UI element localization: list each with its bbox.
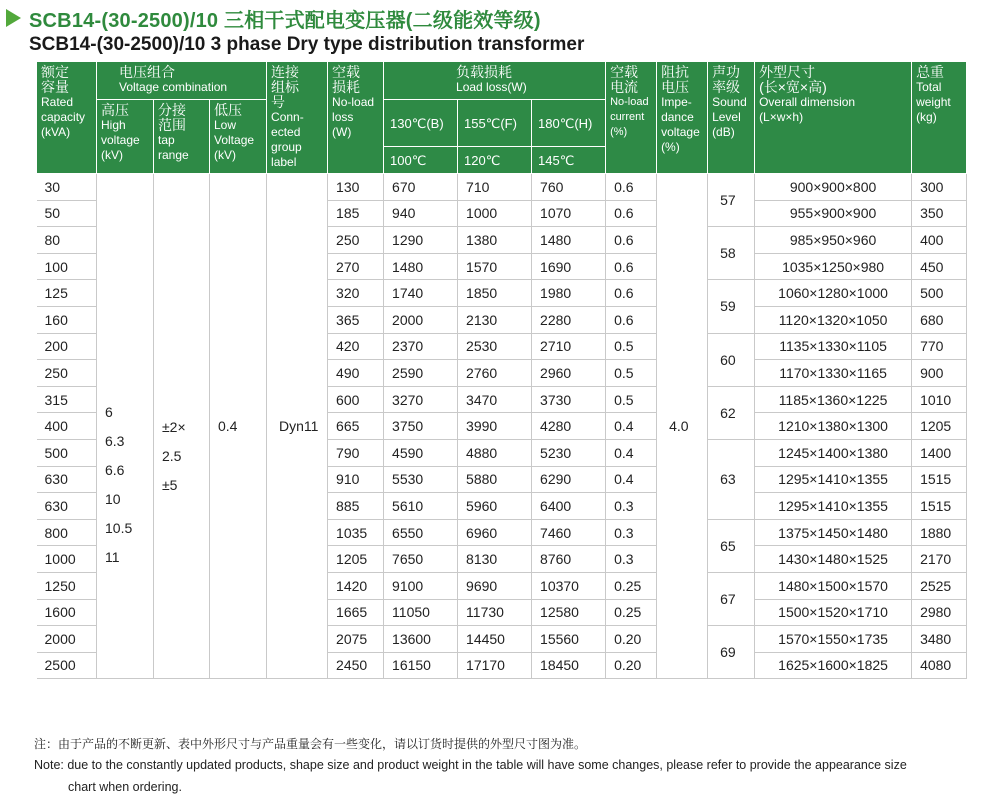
cell-load-loss-180: 15560 [532,626,606,653]
cell-noload-current: 0.25 [606,599,657,626]
cell-load-loss-180: 12580 [532,599,606,626]
header-sound [708,62,755,174]
cell-weight: 3480 [912,626,967,653]
cell-noload-current: 0.5 [606,360,657,387]
cell-load-loss-180: 1690 [532,253,606,280]
header-voltage-combo [97,62,267,100]
header-noload-current-en: No-load current (%) [610,96,649,138]
cell-load-loss-180: 4280 [532,413,606,440]
header-hv-en: High voltage (kV) [101,118,140,162]
cell-noload-loss: 910 [328,466,384,493]
cell-load-loss-130: 1290 [384,227,458,254]
cell-sound-level: 63 [708,439,755,519]
cell-capacity: 30 [37,174,97,201]
cell-load-loss-180: 2710 [532,333,606,360]
cell-load-loss-180: 5230 [532,439,606,466]
cell-noload-current: 0.6 [606,306,657,333]
header-capacity-en: Rated capacity (kVA) [41,95,86,139]
cell-capacity: 630 [37,466,97,493]
cell-dimension: 1035×1250×980 [755,253,912,280]
header-tap-en: tap range [158,133,189,162]
header-dimension-en: Overall dimension (L×w×h) [759,95,856,124]
cell-noload-loss: 270 [328,253,384,280]
cell-load-loss-130: 2370 [384,333,458,360]
cell-noload-current: 0.6 [606,227,657,254]
note-cn: 注：由于产品的不断更新、表中外形尺寸与产品重量会有一些变化，请以订货时提供的外型尺寸图为准。 [34,737,587,751]
cell-load-loss-180: 18450 [532,652,606,679]
cell-capacity: 250 [37,360,97,387]
cell-capacity: 2500 [37,652,97,679]
title-line-cn [6,4,584,32]
cell-capacity: 500 [37,439,97,466]
cell-weight: 2525 [912,572,967,599]
cell-capacity: 630 [37,493,97,520]
cell-dimension: 900×900×800 [755,174,912,201]
header-noload-current-cn: 空载 电流 [610,64,639,95]
cell-noload-current: 0.6 [606,200,657,227]
cell-load-loss-155: 14450 [458,626,532,653]
cell-load-loss-180: 8760 [532,546,606,573]
header-impedance-cn: 阻抗 电压 [661,64,690,95]
cell-load-loss-130: 2590 [384,360,458,387]
cell-load-loss-130: 13600 [384,626,458,653]
cell-weight: 1205 [912,413,967,440]
cell-noload-current: 0.6 [606,280,657,307]
cell-load-loss-130: 5610 [384,493,458,520]
cell-noload-loss: 1035 [328,519,384,546]
cell-group-label: Dyn11 [267,174,328,679]
page-title-en: SCB14-(30-2500)/10 3 phase Dry type distribution transformer [29,34,585,55]
header-load-loss [384,62,606,100]
cell-load-loss-130: 1480 [384,253,458,280]
cell-noload-loss: 885 [328,493,384,520]
note-en-line2: chart when ordering. [68,780,182,794]
high-voltage-value: 10 [105,491,121,508]
tap-range-value: ±5 [162,476,178,493]
cell-noload-loss: 320 [328,280,384,307]
header-weight [912,62,967,174]
header-dimension [755,62,912,174]
header-voltage-combo-en: Voltage combination [119,80,228,94]
cell-noload-loss: 490 [328,360,384,387]
cell-weight: 1515 [912,493,967,520]
cell-capacity: 125 [37,280,97,307]
header-load-loss-cn: 负载损耗 [456,64,513,80]
header-group [267,62,328,174]
cell-capacity: 100 [37,253,97,280]
header-loss-180: 180℃(H) [532,100,606,147]
cell-load-loss-155: 2530 [458,333,532,360]
cell-load-loss-130: 3750 [384,413,458,440]
header-hv [97,100,154,174]
cell-capacity: 80 [37,227,97,254]
cell-noload-current: 0.4 [606,439,657,466]
cell-noload-loss: 365 [328,306,384,333]
header-group-cn: 连接 组标 号 [271,64,300,110]
tap-range-value: ±2× [162,418,186,435]
cell-load-loss-130: 670 [384,174,458,201]
cell-dimension: 1625×1600×1825 [755,652,912,679]
header-noload-loss [328,62,384,174]
cell-load-loss-130: 9100 [384,572,458,599]
cell-dimension: 1570×1550×1735 [755,626,912,653]
header-noload-current [606,62,657,174]
cell-noload-loss: 185 [328,200,384,227]
cell-weight: 1515 [912,466,967,493]
cell-weight: 500 [912,280,967,307]
cell-weight: 4080 [912,652,967,679]
cell-noload-current: 0.25 [606,572,657,599]
cell-weight: 770 [912,333,967,360]
cell-load-loss-155: 5880 [458,466,532,493]
cell-sound-level: 57 [708,174,755,227]
cell-noload-loss: 2075 [328,626,384,653]
cell-capacity: 1250 [37,572,97,599]
header-load-loss-en: Load loss(W) [456,80,527,94]
header-weight-en: Total weight (kg) [916,80,951,124]
cell-sound-level: 59 [708,280,755,333]
cell-load-loss-130: 7650 [384,546,458,573]
cell-sound-level: 60 [708,333,755,386]
cell-capacity: 2000 [37,626,97,653]
header-weight-cn: 总重 [916,64,945,80]
cell-weight: 450 [912,253,967,280]
cell-weight: 350 [912,200,967,227]
cell-load-loss-155: 4880 [458,439,532,466]
cell-load-loss-155: 17170 [458,652,532,679]
cell-noload-loss: 1665 [328,599,384,626]
cell-noload-loss: 2450 [328,652,384,679]
cell-capacity: 1000 [37,546,97,573]
cell-noload-loss: 420 [328,333,384,360]
cell-weight: 680 [912,306,967,333]
cell-noload-loss: 665 [328,413,384,440]
cell-load-loss-155: 11730 [458,599,532,626]
header-group-en: Conn- ected group label [271,110,304,169]
title-block [6,4,584,58]
cell-load-loss-180: 2280 [532,306,606,333]
cell-load-loss-130: 16150 [384,652,458,679]
cell-load-loss-155: 8130 [458,546,532,573]
header-tap [154,100,210,174]
cell-dimension: 1295×1410×1355 [755,493,912,520]
cell-dimension: 1295×1410×1355 [755,466,912,493]
cell-weight: 2170 [912,546,967,573]
cell-capacity: 1600 [37,599,97,626]
cell-load-loss-155: 6960 [458,519,532,546]
high-voltage-value: 6.6 [105,462,125,479]
high-voltage-value: 6.3 [105,433,125,450]
cell-load-loss-130: 6550 [384,519,458,546]
cell-dimension: 1500×1520×1710 [755,599,912,626]
cell-sound-level: 69 [708,626,755,679]
cell-capacity: 800 [37,519,97,546]
cell-load-loss-130: 3270 [384,386,458,413]
high-voltage-value: 11 [105,549,120,566]
cell-load-loss-130: 2000 [384,306,458,333]
cell-dimension: 1170×1330×1165 [755,360,912,387]
header-tap-cn: 分接 范围 [158,102,186,133]
cell-load-loss-155: 9690 [458,572,532,599]
cell-load-loss-155: 5960 [458,493,532,520]
play-arrow-icon [6,9,21,27]
cell-dimension: 1135×1330×1105 [755,333,912,360]
cell-dimension: 955×900×900 [755,200,912,227]
header-hv-cn: 高压 [101,102,129,118]
cell-noload-current: 0.4 [606,466,657,493]
cell-load-loss-155: 1850 [458,280,532,307]
high-voltage-value: 10.5 [105,520,133,537]
cell-weight: 400 [912,227,967,254]
header-noload-loss-en: No-load loss (W) [332,95,375,139]
cell-load-loss-180: 1980 [532,280,606,307]
header-loss-130: 130℃(B) [384,100,458,147]
note-en-line1: Note: due to the constantly updated products, shape size and product weight in the table will have some changes, please refer to provide the appearance size [34,758,907,772]
cell-noload-current: 0.3 [606,546,657,573]
cell-load-loss-155: 1380 [458,227,532,254]
header-ref-120: 120℃ [458,147,532,174]
cell-noload-loss: 1205 [328,546,384,573]
cell-load-loss-130: 5530 [384,466,458,493]
cell-noload-current: 0.5 [606,333,657,360]
cell-load-loss-155: 2760 [458,360,532,387]
header-capacity [37,62,97,174]
header-voltage-combo-cn: 电压组合 [119,64,175,80]
cell-noload-current: 0.5 [606,386,657,413]
cell-load-loss-130: 4590 [384,439,458,466]
header-dimension-cn: 外型尺寸 (长×宽×高) [759,64,827,95]
cell-load-loss-155: 1570 [458,253,532,280]
header-sound-en: Sound Level (dB) [712,95,747,139]
cell-load-loss-155: 2130 [458,306,532,333]
cell-sound-level: 65 [708,519,755,572]
cell-weight: 2980 [912,599,967,626]
cell-noload-current: 0.4 [606,413,657,440]
spec-table-body [37,174,967,679]
cell-noload-current: 0.3 [606,493,657,520]
high-voltage-value: 6 [105,404,113,421]
cell-load-loss-180: 3730 [532,386,606,413]
cell-noload-loss: 130 [328,174,384,201]
cell-noload-loss: 1420 [328,572,384,599]
tap-range-value: 2.5 [162,447,182,464]
cell-load-loss-180: 1480 [532,227,606,254]
header-ref-145: 145℃ [532,147,606,174]
cell-capacity: 200 [37,333,97,360]
cell-noload-current: 0.20 [606,626,657,653]
cell-capacity: 160 [37,306,97,333]
cell-noload-loss: 250 [328,227,384,254]
cell-impedance: 4.0 [657,174,708,679]
cell-load-loss-180: 6290 [532,466,606,493]
header-lv [210,100,267,174]
cell-load-loss-180: 1070 [532,200,606,227]
page-title-cn: SCB14-(30-2500)/10 三相干式配电变压器(二级能效等级) [29,9,541,32]
cell-noload-current: 0.3 [606,519,657,546]
cell-dimension: 985×950×960 [755,227,912,254]
header-sound-cn: 声功 率级 [712,64,741,95]
cell-sound-level: 58 [708,227,755,280]
cell-load-loss-130: 940 [384,200,458,227]
table-row [37,174,967,201]
cell-load-loss-180: 10370 [532,572,606,599]
cell-dimension: 1185×1360×1225 [755,386,912,413]
cell-capacity: 315 [37,386,97,413]
cell-load-loss-155: 3470 [458,386,532,413]
header-lv-en: Low Voltage (kV) [214,118,255,162]
cell-dimension: 1375×1450×1480 [755,519,912,546]
cell-load-loss-130: 11050 [384,599,458,626]
cell-noload-loss: 790 [328,439,384,466]
cell-weight: 1880 [912,519,967,546]
cell-load-loss-155: 1000 [458,200,532,227]
cell-noload-current: 0.6 [606,174,657,201]
header-loss-155: 155℃(F) [458,100,532,147]
cell-weight: 1010 [912,386,967,413]
header-lv-cn: 低压 [214,102,242,118]
cell-tap-range [154,174,210,679]
cell-load-loss-180: 6400 [532,493,606,520]
cell-noload-current: 0.6 [606,253,657,280]
header-noload-loss-cn: 空载 损耗 [332,64,361,95]
cell-load-loss-180: 7460 [532,519,606,546]
cell-load-loss-180: 760 [532,174,606,201]
cell-dimension: 1430×1480×1525 [755,546,912,573]
cell-dimension: 1210×1380×1300 [755,413,912,440]
cell-load-loss-155: 3990 [458,413,532,440]
cell-capacity: 50 [37,200,97,227]
header-capacity-cn: 额定 容量 [41,64,69,95]
cell-noload-loss: 600 [328,386,384,413]
cell-sound-level: 67 [708,572,755,625]
cell-low-voltage: 0.4 [210,174,267,679]
cell-sound-level: 62 [708,386,755,439]
spec-table [36,61,967,679]
cell-high-voltage [97,174,154,679]
header-impedance [657,62,708,174]
header-ref-100: 100℃ [384,147,458,174]
cell-capacity: 400 [37,413,97,440]
cell-weight: 300 [912,174,967,201]
cell-load-loss-155: 710 [458,174,532,201]
cell-load-loss-130: 1740 [384,280,458,307]
cell-weight: 900 [912,360,967,387]
cell-weight: 1400 [912,439,967,466]
cell-noload-current: 0.20 [606,652,657,679]
header-impedance-en: Impe- dance voltage (%) [661,95,700,154]
cell-load-loss-180: 2960 [532,360,606,387]
cell-dimension: 1120×1320×1050 [755,306,912,333]
cell-dimension: 1060×1280×1000 [755,280,912,307]
cell-dimension: 1245×1400×1380 [755,439,912,466]
cell-dimension: 1480×1500×1570 [755,572,912,599]
